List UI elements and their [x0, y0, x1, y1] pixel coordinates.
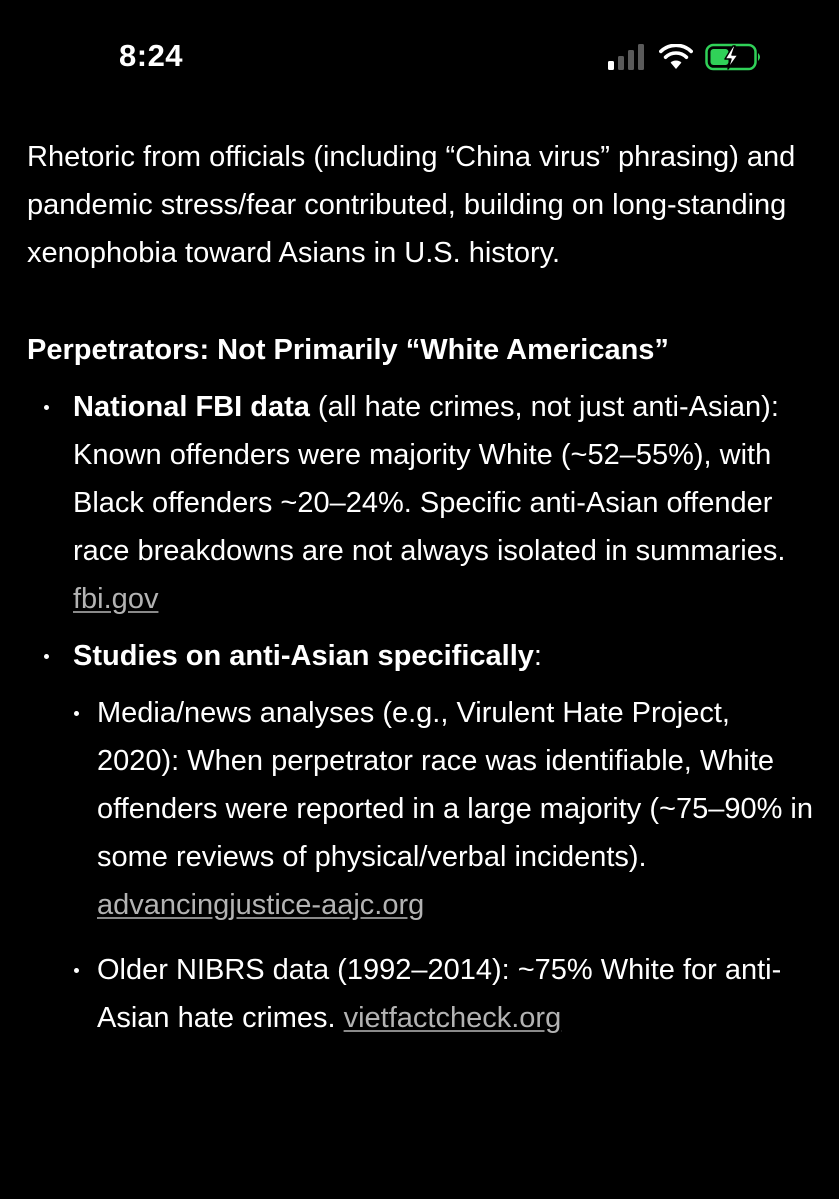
- status-bar: [0, 0, 839, 110]
- sub-list-item-nibrs: [73, 946, 817, 1042]
- status-time: 8:24: [119, 38, 184, 73]
- wifi-icon: [659, 44, 693, 70]
- source-link-fbi[interactable]: fbi.gov: [73, 583, 159, 615]
- bullet-bold-label: Studies on anti-Asian specifically: [73, 640, 534, 672]
- sub-bullet-text: Media/news analyses (e.g., Virulent Hate Project, 2020): When perpetrator race was identifiable, White offenders were reported in a large majority (~75–90% in some reviews of physical/verbal incidents).: [97, 697, 814, 873]
- battery-charging-icon: [705, 43, 763, 71]
- sub-bullet-list: [73, 689, 817, 1042]
- bullet-text: (all hate crimes, not just anti-Asian): Known offenders were majority White (~52–55%), with Black offenders ~20–24%. Specific anti-Asian offender race breakdowns are not always isolated in summaries.: [73, 391, 786, 567]
- intro-paragraph: Rhetoric from officials (including “China virus” phrasing) and pandemic stress/fear contributed, building on long-standing xenophobia toward Asians in U.S. history.: [27, 141, 796, 269]
- source-link-vietfactcheck[interactable]: vietfactcheck.org: [343, 1002, 562, 1034]
- status-icons: [607, 42, 763, 72]
- sub-list-item-media-analyses: [73, 689, 817, 929]
- sub-bullet-text: Older NIBRS data (1992–2014): ~75% White for anti-Asian hate crimes.: [97, 954, 782, 1034]
- source-link-advancingjustice[interactable]: advancingjustice-aajc.org: [97, 889, 425, 921]
- list-item-fbi-data: [27, 383, 817, 623]
- bullet-bold-label: National FBI data: [73, 391, 310, 423]
- message-content: [27, 133, 817, 1059]
- list-item-studies: [27, 632, 817, 1042]
- section-heading: Perpetrators: Not Primarily “White Americans”: [27, 334, 669, 366]
- bullet-text: :: [533, 640, 542, 672]
- bullet-list: [27, 383, 817, 1042]
- cellular-signal-icon: [607, 44, 647, 70]
